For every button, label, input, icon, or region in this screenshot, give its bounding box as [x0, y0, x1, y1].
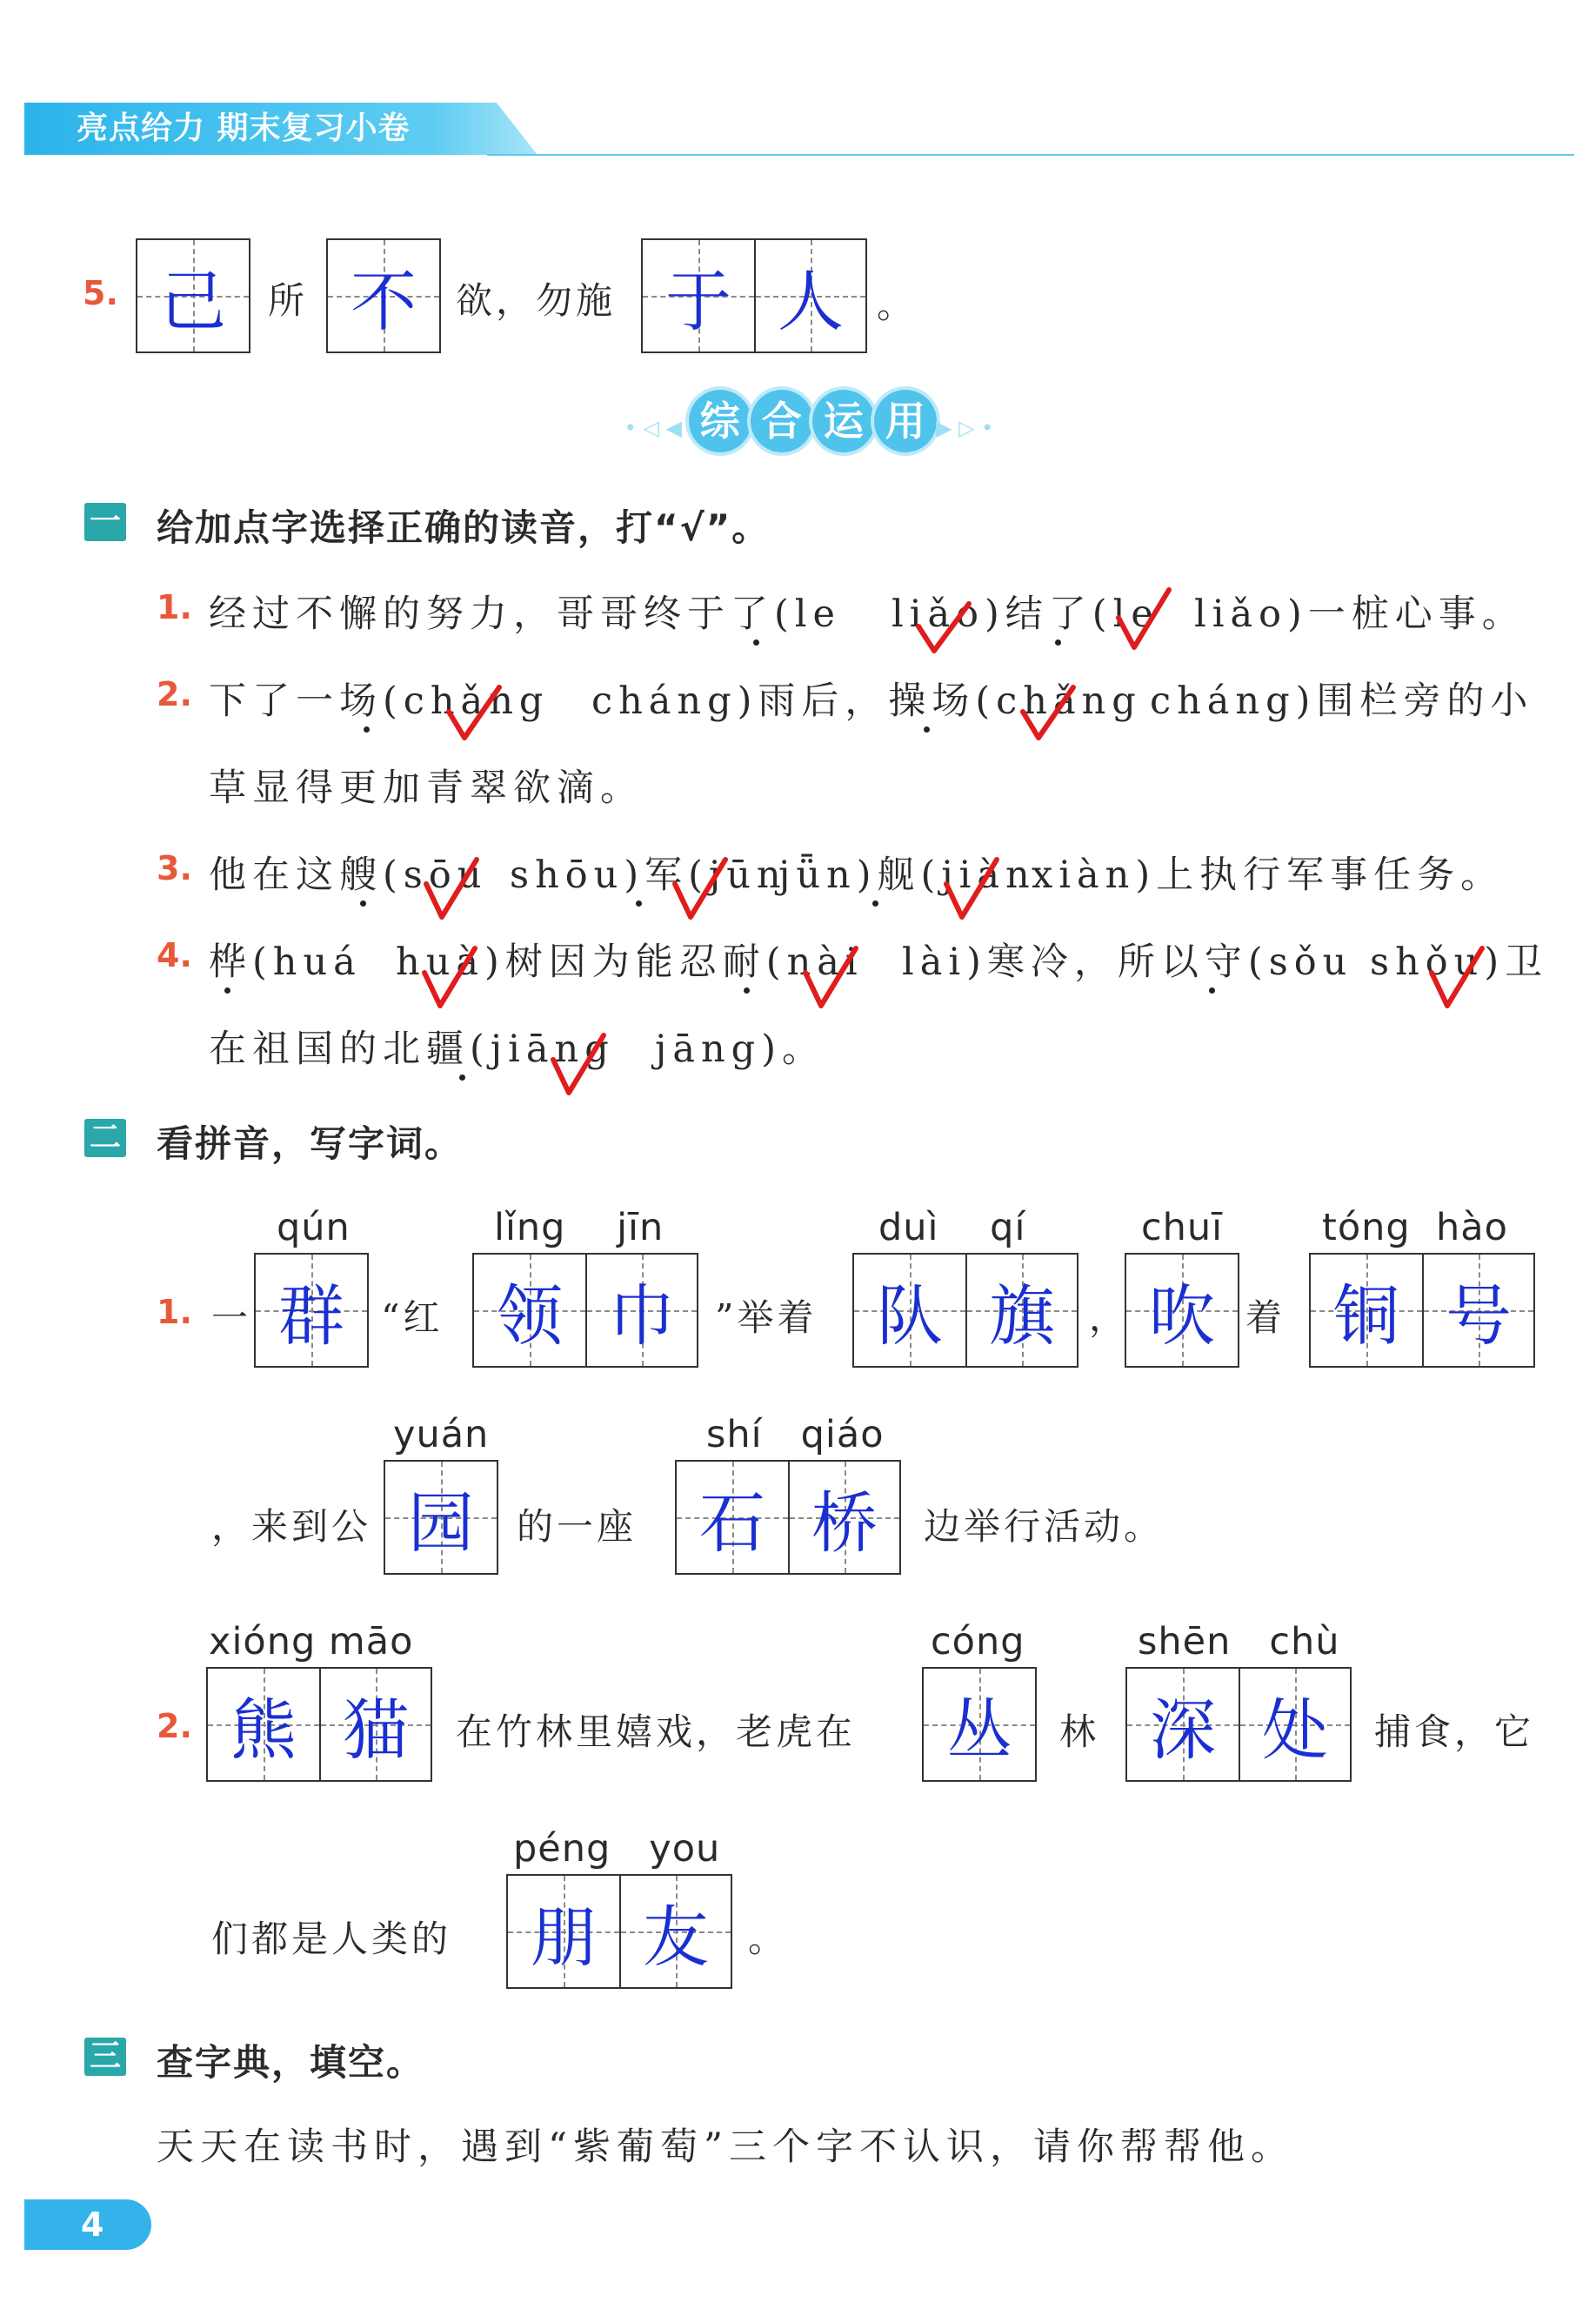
item5-box1 [136, 238, 250, 353]
check-mark-icon [1113, 586, 1174, 656]
emphasis-dot [744, 987, 750, 994]
pinyin-duiqi: duì qí [878, 1206, 1026, 1249]
answer-char: 己 [160, 262, 226, 340]
s1-q3-part-a: 他在这艘(sōu [209, 853, 488, 897]
section2-icon: 二 [84, 1119, 126, 1157]
left-triangles-icon: • ◁ ◀ [624, 416, 689, 440]
header-rule [487, 154, 1574, 156]
s1-q4-number: 4. [157, 936, 192, 974]
s2-q2-number: 2. [157, 1707, 192, 1745]
answer-char: 巾 [609, 1276, 675, 1355]
s2-q1-number: 1. [157, 1293, 192, 1331]
box-yuan [384, 1460, 498, 1575]
emphasis-dot [224, 987, 230, 994]
s2-q1-comma: ， [1089, 1296, 1130, 1339]
answer-char: 群 [278, 1276, 344, 1355]
check-mark-icon [941, 856, 1002, 926]
emphasis-dot [1055, 639, 1061, 646]
pinyin-cong: cóng [931, 1620, 1025, 1663]
emphasis-dot [459, 1074, 465, 1081]
item5-box2 [326, 238, 441, 353]
badge-char: 运 [812, 390, 875, 452]
box-chui [1125, 1253, 1239, 1368]
s1-q2-number: 2. [157, 675, 192, 713]
emphasis-dot [924, 726, 930, 733]
s2-q1-text-bian: 边举行活动。 [924, 1505, 1165, 1548]
answer-char: 丛 [946, 1690, 1012, 1769]
s1-q3-part-b: shōu)军(jūn [510, 853, 787, 897]
answer-char: 猫 [343, 1690, 409, 1769]
s1-q3-part-c: jǖn)舰(jiàn [778, 853, 1036, 897]
s2-q1-text-yi: 一 [211, 1296, 252, 1339]
section3-title: 查字典，填空。 [157, 2041, 425, 2084]
emphasis-dot [360, 900, 366, 907]
s2-q1-text-zhe: 着 [1245, 1296, 1286, 1339]
badge-char: 综 [689, 390, 751, 452]
box-shiqiao [675, 1460, 901, 1575]
check-mark-icon [421, 856, 482, 926]
s2-q2-text-c: 们都是人类的 [211, 1918, 452, 1960]
s2-q1-text-juzhe: ”举着 [715, 1296, 818, 1339]
s1-q3-number: 3. [157, 849, 192, 887]
answer-char: 铜 [1333, 1276, 1399, 1355]
box-duiqi [852, 1253, 1078, 1368]
page-number: 4 [24, 2199, 151, 2250]
s2-q2-text-a: 在竹林里嬉戏，老虎在 [456, 1710, 857, 1753]
s1-q2-part-a: 下了一场(chǎng [209, 679, 550, 723]
s1-q1-part-a: 经过不懈的努力，哥哥终于了(le [209, 592, 841, 636]
emphasis-dot [364, 726, 370, 733]
check-mark-icon [1426, 945, 1487, 1014]
answer-char: 于 [665, 262, 731, 340]
answer-char: 队 [877, 1276, 943, 1355]
check-mark-icon [444, 684, 504, 746]
box-shenchu [1125, 1667, 1352, 1782]
pinyin-pengyou: péng you [513, 1827, 721, 1871]
s2-q1-text-de: 的一座 [517, 1505, 638, 1548]
check-mark-icon [548, 1032, 609, 1101]
s1-q2-part-b: cháng)雨后，操场(chǎng [591, 679, 1142, 723]
pinyin-shiqiao: shí qiáo [706, 1413, 885, 1456]
s2-q1-text-hong: “红 [381, 1296, 444, 1339]
answer-char: 号 [1446, 1276, 1512, 1355]
s1-q4-part-f: jāng)。 [655, 1027, 825, 1071]
s1-q4-part-a: 桦(huá [209, 940, 362, 984]
box-xiongmao [206, 1667, 432, 1782]
box-cong [922, 1667, 1037, 1782]
box-pengyou [506, 1874, 732, 1989]
box-tonghao [1309, 1253, 1535, 1368]
item5-text1: 所 [268, 279, 309, 322]
badge-char: 合 [751, 390, 813, 452]
box-lingjin [472, 1253, 698, 1368]
check-mark-icon [419, 945, 480, 1014]
emphasis-dot [636, 900, 642, 907]
s1-q3-part-d: xiàn)上执行军事任务。 [1032, 853, 1505, 897]
answer-char: 深 [1150, 1690, 1216, 1769]
s1-q1-part-c: liǎo)一桩心事。 [1194, 592, 1526, 636]
section-badge [391, 390, 1226, 465]
answer-char: 领 [497, 1276, 563, 1355]
s1-q2-part-d: 草显得更加青翠欲滴。 [209, 766, 644, 810]
check-mark-icon [800, 945, 861, 1014]
item5-text3: 。 [877, 284, 918, 326]
answer-char: 吹 [1149, 1276, 1215, 1355]
item5-text2: 欲，勿施 [456, 279, 617, 322]
emphasis-dot [1209, 987, 1215, 994]
pinyin-tonghao: tóng hào [1322, 1206, 1508, 1249]
s1-q1-number: 1. [157, 588, 192, 626]
box-qun [254, 1253, 369, 1368]
section3-icon: 三 [84, 2038, 126, 2076]
pinyin-xiongmao: xióng māo [209, 1620, 414, 1663]
answer-char: 桥 [811, 1483, 878, 1562]
answer-char: 朋 [531, 1898, 597, 1976]
item5-number: 5. [83, 274, 118, 312]
pinyin-lingjin: lǐng jīn [494, 1206, 664, 1249]
s1-q2-part-c: cháng)围栏旁的小 [1150, 679, 1534, 723]
section1-icon: 一 [84, 503, 126, 541]
answer-char: 处 [1262, 1690, 1328, 1769]
check-mark-icon [670, 856, 731, 926]
answer-char: 不 [351, 262, 417, 340]
answer-char: 园 [408, 1483, 474, 1562]
s2-q2-text-end: 。 [748, 1918, 789, 1960]
s1-q4-part-d: shǒu)卫 [1370, 940, 1549, 984]
emphasis-dot [872, 900, 878, 907]
answer-char: 人 [778, 262, 844, 340]
s1-q4-part-e: 在祖国的北疆(jiāng [209, 1027, 615, 1071]
check-mark-icon [913, 600, 974, 661]
emphasis-dot [753, 639, 759, 646]
s1-q1-part-b: liǎo)结了(le [891, 592, 1159, 636]
pinyin-yuan: yuán [393, 1413, 490, 1456]
item5-box3 [641, 238, 867, 353]
pinyin-qun: qún [277, 1206, 351, 1249]
section2-title: 看拼音，写字词。 [157, 1122, 464, 1165]
answer-char: 熊 [230, 1690, 297, 1769]
badge-char: 用 [874, 390, 937, 452]
answer-char: 友 [643, 1898, 709, 1976]
s1-q4-part-b: huà)树因为能忍耐(nài [396, 940, 864, 984]
section1-title: 给加点字选择正确的读音，打“√”。 [157, 506, 771, 549]
check-mark-icon [1018, 684, 1078, 746]
pinyin-chui: chuī [1141, 1206, 1224, 1249]
s2-q2-text-b: 捕食，它 [1374, 1710, 1535, 1753]
s2-q1-text-lai: ，来到公 [211, 1505, 372, 1548]
s1-q4-part-c: lài)寒冷，所以守(sǒu [902, 940, 1353, 984]
right-triangles-icon: ▶ ▷ • [936, 416, 994, 440]
s2-q2-text-lin: 林 [1059, 1710, 1100, 1753]
answer-char: 旗 [989, 1276, 1055, 1355]
answer-char: 石 [699, 1483, 765, 1562]
pinyin-shenchu: shēn chù [1138, 1620, 1340, 1663]
section3-text: 天天在读书时，遇到“紫葡萄”三个字不认识，请你帮帮他。 [157, 2125, 1294, 2169]
header-title: 亮点给力 期末复习小卷 [77, 110, 411, 146]
